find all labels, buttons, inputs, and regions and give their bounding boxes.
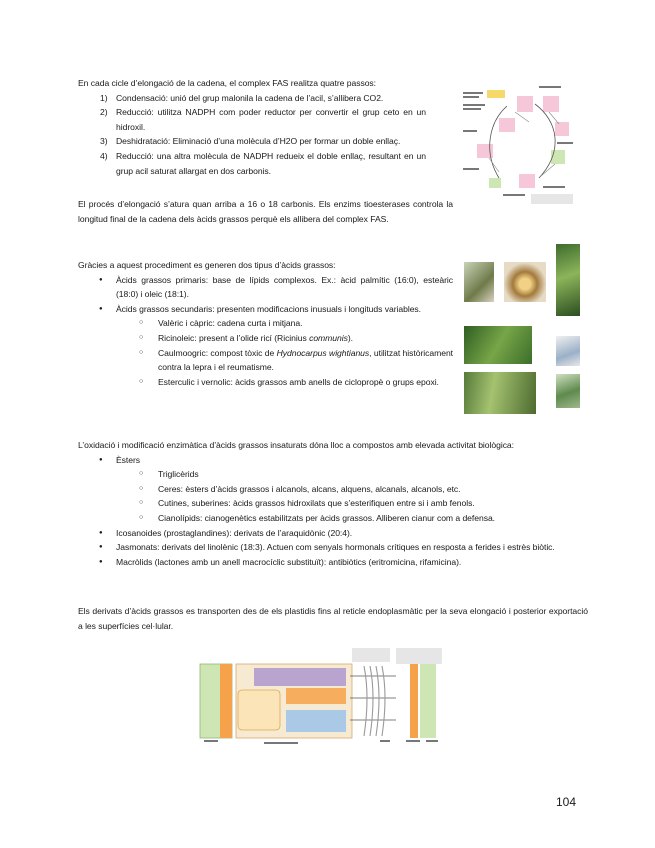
ester-item: ○ Cutines, suberines: àcids grassos hidroxilats que s’esterifiquen entre si i amb fenols. <box>78 496 588 511</box>
fas-cycle-diagram <box>459 82 577 212</box>
plant-photo <box>464 372 536 414</box>
secondary-list <box>116 316 453 389</box>
derivative-item: ● Jasmonats: derivats del linolènic (18:3). Actuen com senyals hormonals crítiques en resposta a ferides i estrès biòtic. <box>78 540 588 555</box>
derivative-item: ● Macròlids (lactones amb un anell macrocíclic substituït): antibiòtics (eritromicina, rifamicina). <box>78 555 588 570</box>
type-item: ● Àcids grassos secundaris: presenten modificacions inusuals i longituds variables. ○ Valèric i càpric: cadena curta i mitjana. ○ Ricinoleic: present a l’olide ricí (Ricinius communis). ○ Caulmoogric: compost tòxic de Hydnocarpus wightianus, utilitzat històricament contra la lepra i el reumatisme. ○ Esterculic i vernolic: àcids grassos amb anells de ciclopropè o grups epoxi. <box>78 302 453 390</box>
fatty-acid-types-section <box>78 258 453 389</box>
secondary-item: ○ Esterculic i vernolic: àcids grassos amb anells de ciclopropè o grups epoxi. <box>78 375 453 390</box>
plant-photo <box>464 326 532 364</box>
step-item: 3) Deshidratació: Eliminació d’una molècula d’H2O per formar un doble enllaç. <box>100 136 401 147</box>
derivative-item: ● Èsters ○ Triglicèrids ○ Ceres: èsters d’àcids grassos i alcanols, alcans, alquens, alcanals, alcanols, etc. ○ Cutines, suberines: àcids grassos hidroxilats que s’esterifiquen entre si i amb fenols. ○ Cianolípids: cianogenètics estabilitzats per àcids grassos. Alliberen cianur com a defensa. <box>78 453 588 526</box>
derivatives-list <box>78 453 588 570</box>
ester-item: ○ Cianolípids: cianogenètics estabilitzats per àcids grassos. Alliberen cianur com a defensa. <box>78 511 588 526</box>
step-item: 4) Reducció: una altra molècula de NADPH redueix el doble enllaç, resultant en un grup acil saturat allargat en dos carbonis. <box>100 150 426 176</box>
secondary-item: ○ Valèric i càpric: cadena curta i mitjana. <box>78 316 453 331</box>
secondary-item: ○ Ricinoleic: present a l’olide ricí (Ricinius communis). <box>78 331 453 346</box>
plant-photo <box>556 374 580 408</box>
intro-section <box>78 76 426 178</box>
derivatives-section <box>78 438 588 569</box>
secondary-item: ○ Caulmoogric: compost tòxic de Hydnocarpus wightianus, utilitzat històricament contra la lepra i el reumatisme. <box>78 346 453 375</box>
derivatives-intro: L’oxidació i modificació enzimàtica d’àcids grassos insaturats dóna lloc a compostos amb elevada activitat biològica: <box>78 440 515 450</box>
transport-diagram <box>198 646 452 750</box>
ester-item: ○ Ceres: èsters d’àcids grassos i alcanols, alcans, alquens, alcanals, alcanols, etc. <box>78 482 588 497</box>
step-item: 1) Condensació: unió del grup malonila la cadena de l’acil, s’allibera CO2. <box>100 92 384 103</box>
types-intro: Gràcies a aquest procediment es generen dos tipus d’àcids grassos: <box>78 260 336 270</box>
ester-item: ○ Triglicèrids <box>78 467 588 482</box>
plant-photo <box>556 244 580 316</box>
types-list <box>78 273 453 390</box>
type-item: ● Àcids grassos primaris: base de lípids complexos. Ex.: àcid palmític (16:0), esteàric (18:0) i oleic (18:1). <box>78 273 453 302</box>
derivative-item: ● Icosanoides (prostaglandines): derivats de l’araquidònic (20:4). <box>78 526 588 541</box>
esters-list <box>116 467 588 525</box>
steps-list <box>78 91 426 179</box>
intro-paragraph: En cada cicle d’elongació de la cadena, el complex FAS realitza quatre passos: <box>78 78 377 88</box>
transport-paragraph: Els derivats d’àcids grassos es transporten des de els plastidis fins al reticle endoplasmàtic per la seva elongació i posterior exportació a les superfícies cel·lular. <box>78 606 588 631</box>
photo-strip <box>462 244 582 414</box>
page-number: 104 <box>556 795 577 809</box>
plant-photo <box>504 262 546 302</box>
plant-photo <box>464 262 494 302</box>
step-item: 2) Reducció: utilitza NADPH com poder reductor per convertir el grup ceto en un hidroxil. <box>100 107 426 132</box>
plant-photo <box>556 336 580 366</box>
elongation-stop-paragraph: El procés d’elongació s’atura quan arriba a 16 o 18 carbonis. Els enzims tioesterases controla la longitud final de la cadena dels àcids grassos perquè els allibera del complex FAS. <box>78 199 453 224</box>
